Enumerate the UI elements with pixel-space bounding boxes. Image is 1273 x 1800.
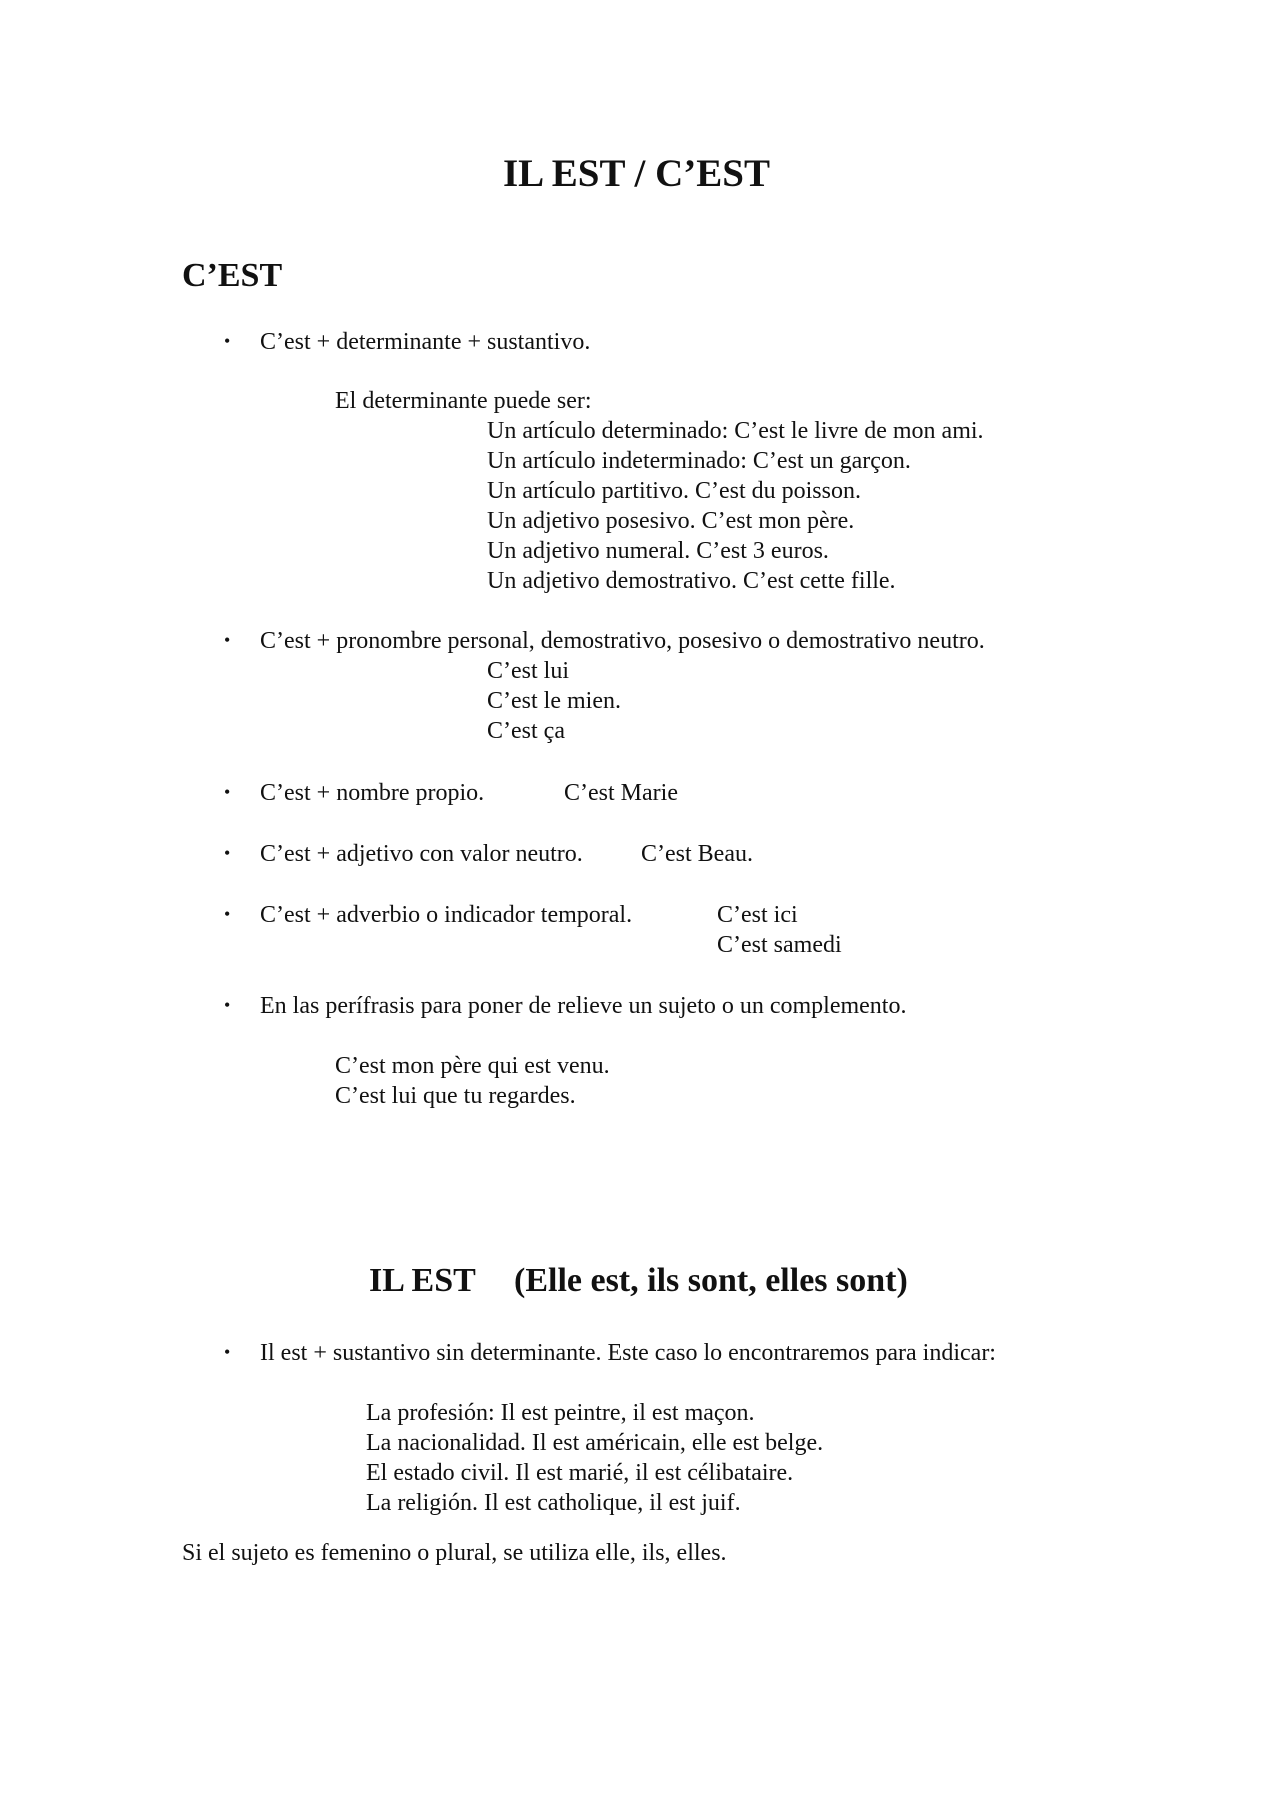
example-line: Un artículo determinado: C’est le livre de mon ami. xyxy=(487,418,984,444)
section-heading-ilest: IL EST xyxy=(369,1262,476,1299)
example-line: Un adjetivo numeral. C’est 3 euros. xyxy=(487,538,829,564)
bullet-text-nombre-propio: C’est + nombre propio. xyxy=(260,780,485,806)
bullet-text-pronombre: C’est + pronombre personal, demostrativo, posesivo o demostrativo neutro. xyxy=(260,628,985,654)
bullet-icon: • xyxy=(224,331,231,351)
example-line: C’est Marie xyxy=(564,780,678,806)
example-line: C’est ici xyxy=(717,902,798,928)
example-line: Un adjetivo posesivo. C’est mon père. xyxy=(487,508,855,534)
bullet-text-perifrasis: En las perífrasis para poner de relieve un sujeto o un complemento. xyxy=(260,993,907,1019)
determinante-intro: El determinante puede ser: xyxy=(335,388,592,414)
bullet-icon: • xyxy=(224,630,231,650)
example-line: C’est ça xyxy=(487,718,565,744)
bullet-text-il-est: Il est + sustantivo sin determinante. Este caso lo encontraremos para indicar: xyxy=(260,1340,996,1366)
example-line: Un artículo partitivo. C’est du poisson. xyxy=(487,478,861,504)
bullet-text-determinante: C’est + determinante + sustantivo. xyxy=(260,329,591,355)
example-line: La nacionalidad. Il est américain, elle est belge. xyxy=(366,1430,824,1456)
example-line: La profesión: Il est peintre, il est maçon. xyxy=(366,1400,755,1426)
example-line: Un artículo indeterminado: C’est un garçon. xyxy=(487,448,911,474)
bullet-icon: • xyxy=(224,843,231,863)
example-line: C’est Beau. xyxy=(641,841,753,867)
section-heading-ilest-paren: (Elle est, ils sont, elles sont) xyxy=(514,1262,908,1299)
page-title: IL EST / C’EST xyxy=(502,152,770,195)
example-line: El estado civil. Il est marié, il est célibataire. xyxy=(366,1460,794,1486)
example-line: La religión. Il est catholique, il est juif. xyxy=(366,1490,741,1516)
section-heading-cest: C’EST xyxy=(182,257,283,294)
bullet-text-adverbio: C’est + adverbio o indicador temporal. xyxy=(260,902,633,928)
example-line: C’est samedi xyxy=(717,932,842,958)
example-line: C’est lui xyxy=(487,658,569,684)
example-line: Un adjetivo demostrativo. C’est cette fille. xyxy=(487,568,896,594)
example-line: C’est le mien. xyxy=(487,688,621,714)
note-femenino-plural: Si el sujeto es femenino o plural, se utiliza elle, ils, elles. xyxy=(182,1540,727,1566)
bullet-icon: • xyxy=(224,782,231,802)
bullet-text-adjetivo-neutro: C’est + adjetivo con valor neutro. xyxy=(260,841,583,867)
bullet-icon: • xyxy=(224,1342,231,1362)
example-line: C’est lui que tu regardes. xyxy=(335,1083,576,1109)
bullet-icon: • xyxy=(224,904,231,924)
example-line: C’est mon père qui est venu. xyxy=(335,1053,610,1079)
bullet-icon: • xyxy=(224,995,231,1015)
